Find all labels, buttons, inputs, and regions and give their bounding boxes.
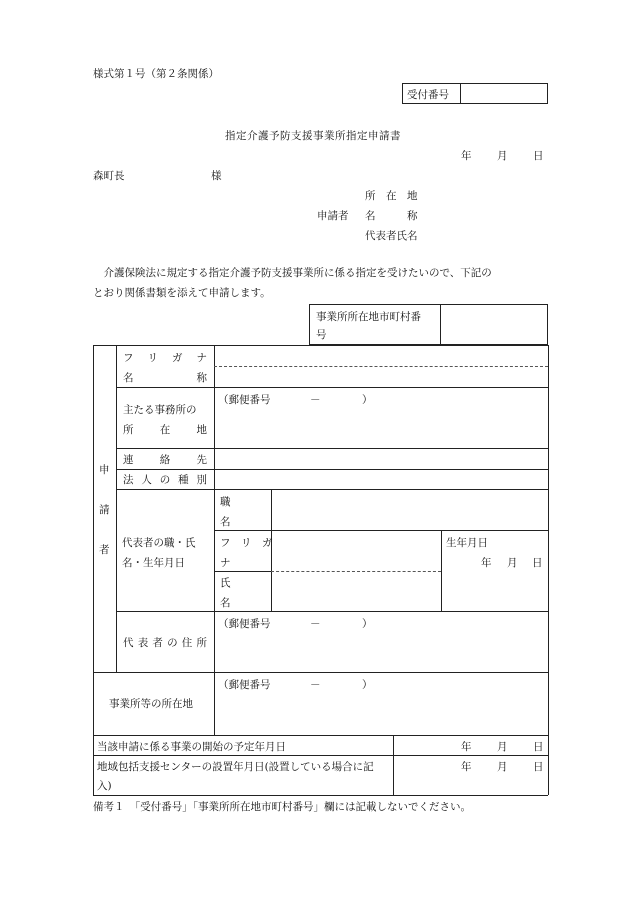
form-number-label: 様式第１号（第２条関係） — [93, 68, 219, 80]
applicant-side-label-2: 請 — [99, 504, 110, 516]
municipality-number-label-2: 号 — [316, 329, 327, 341]
applicant-representative-label: 代表者氏名 — [365, 230, 418, 242]
body-text-line-2: とおり関係書類を添えて申請します。 — [93, 287, 271, 299]
applicant-name-label: 名 称 — [365, 210, 418, 222]
applicant-label: 申請者 — [317, 210, 349, 222]
rep-furigana-input[interactable] — [277, 540, 437, 564]
rep-furigana-label-2: ナ — [220, 557, 231, 569]
applicant-side-label-3: 者 — [99, 544, 110, 556]
rep-furigana-label-1: フ リ ガ — [220, 537, 273, 549]
position-input[interactable] — [277, 500, 542, 524]
body-text-line-1: 介護保険法に規定する指定介護予防支援事業所に係る指定を受けたいので、下記の — [103, 267, 492, 279]
corporation-type-label: 法 人 の 種 別 — [123, 474, 207, 486]
addressee-name: 森町長 — [93, 170, 125, 182]
birth-date-label: 生年月日 — [446, 537, 488, 549]
center-label-line-1: 地域包括支援センターの設置年月日(設置している場合に記 — [97, 761, 374, 773]
main-office-label-line-1: 主たる事務所の — [123, 404, 197, 416]
contact-label: 連 絡 先 — [123, 454, 207, 466]
receipt-number-label: 受付番号 — [407, 89, 449, 101]
furigana-label: フ リ ガ ナ — [123, 352, 207, 364]
contact-input[interactable] — [220, 452, 542, 466]
remarks-note: 備考１ 「受付番号」「事業所所在地市町村番号」欄には記載しないでください。 — [93, 801, 471, 813]
receipt-number-box — [402, 83, 548, 104]
corporation-type-input[interactable] — [220, 472, 542, 486]
rep-name-input[interactable] — [277, 580, 437, 604]
office-location-label: 事業所等の所在地 — [109, 698, 193, 710]
center-label-line-2: 入) — [97, 780, 112, 792]
municipality-number-box — [309, 304, 548, 345]
name-input[interactable] — [220, 370, 542, 384]
rep-address-label: 代 表 者 の 住 所 — [123, 637, 207, 649]
main-office-label-line-2: 所 在 地 — [123, 424, 207, 436]
rep-name-label-1: 氏 — [220, 577, 231, 589]
start-date-label: 当該申請に係る事業の開始の予定年月日 — [97, 741, 286, 753]
rep-name-label-2: 名 — [220, 597, 231, 609]
name-label: 名 称 — [123, 372, 207, 384]
document-title: 指定介護予防支援事業所指定申請書 — [225, 130, 401, 142]
representative-label-line-2: 名・生年月日 — [122, 557, 185, 569]
applicant-location-label: 所 在 地 — [365, 190, 418, 202]
furigana-input[interactable] — [220, 350, 542, 364]
applicant-side-label-1: 申 — [99, 464, 110, 476]
position-label-2: 名 — [220, 516, 231, 528]
position-label-1: 職 — [220, 496, 231, 508]
addressee-honorific: 様 — [211, 170, 222, 182]
representative-label-line-1: 代表者の職・氏 — [122, 537, 196, 549]
municipality-number-label-1: 事業所所在地市町村番 — [316, 311, 421, 323]
